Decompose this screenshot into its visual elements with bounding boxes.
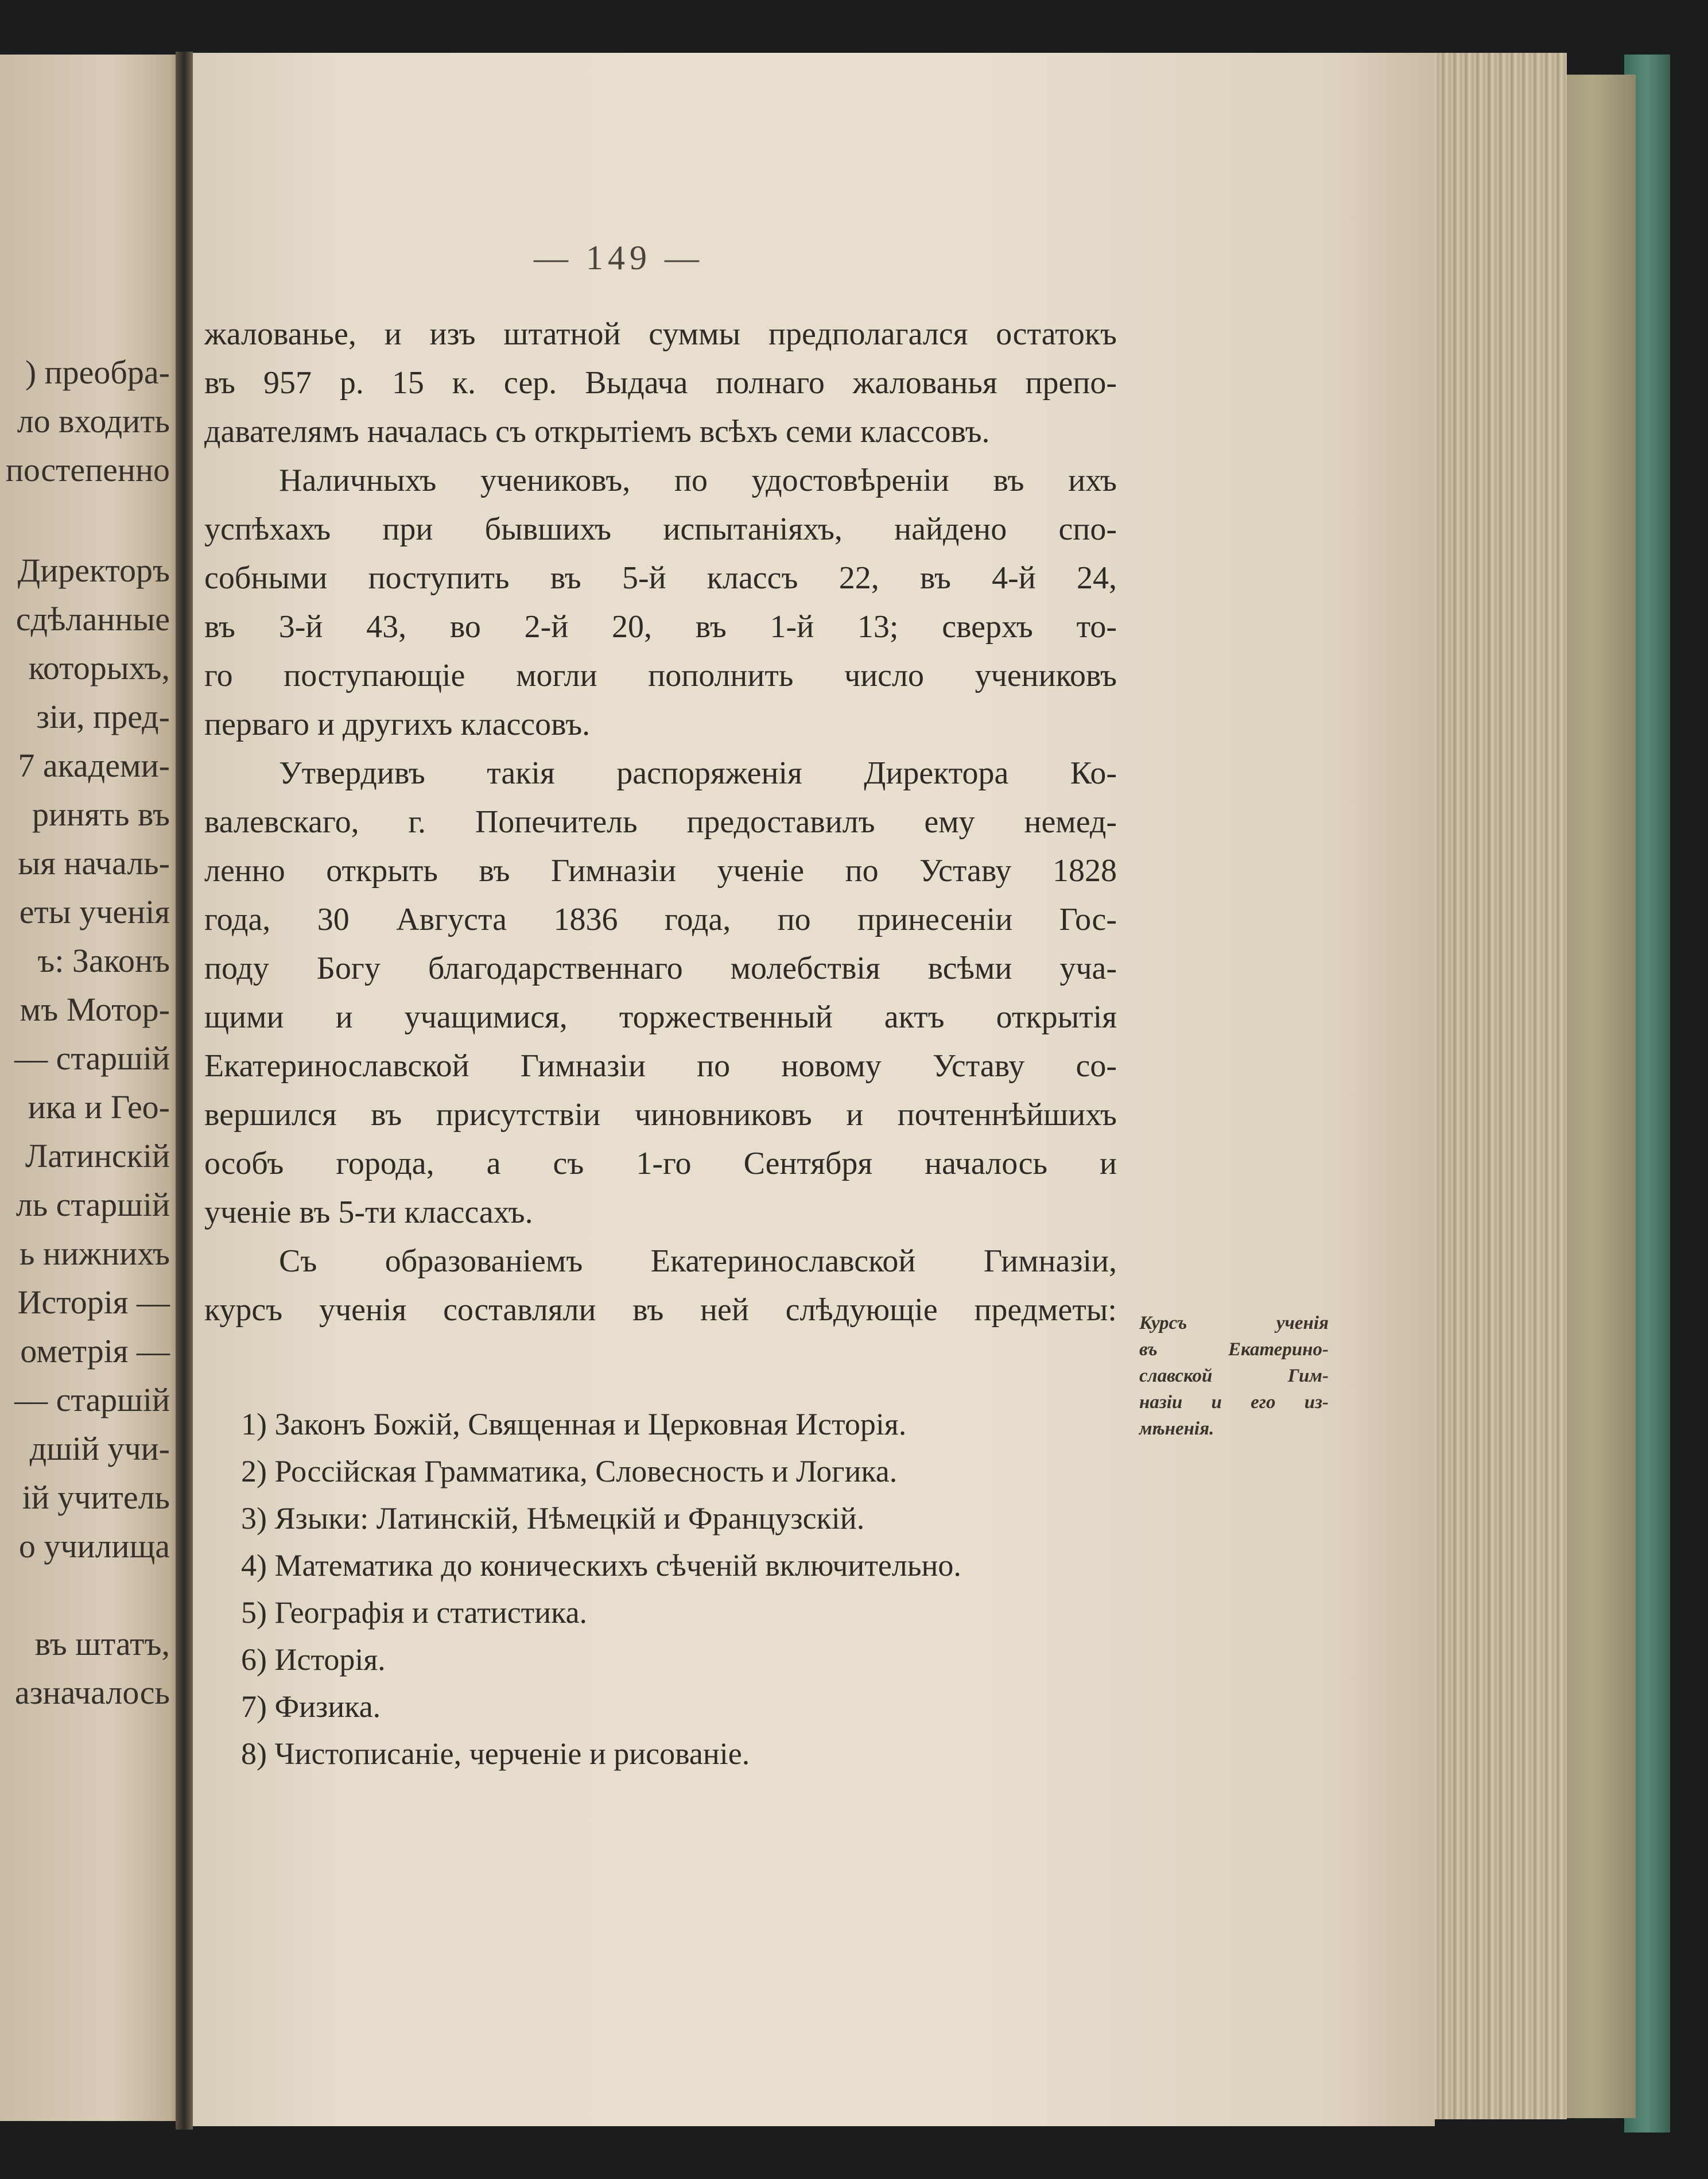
text-line: Екатеринославской Гимназіи по новому Уставу со- (204, 1048, 1117, 1084)
text-line: ученіе въ 5-ти классахъ. (204, 1195, 533, 1230)
left-line: сдѣланные (15, 600, 170, 638)
book-gutter (176, 52, 193, 2130)
left-line: Директоръ (17, 552, 170, 589)
text-line: вершился въ присутствіи чиновниковъ и почтеннѣйшихъ (204, 1097, 1117, 1133)
left-line: Исторія — (17, 1284, 170, 1321)
left-line: которыхъ, (28, 649, 170, 687)
text-line: щими и учащимися, торжественный актъ открытія (204, 999, 1117, 1035)
left-line: ика и Гео- (28, 1088, 170, 1126)
left-line: о училища (18, 1527, 170, 1565)
page-fore-edge (1423, 53, 1567, 2119)
text-line: го поступающіе могли пополнить число учениковъ (204, 658, 1117, 693)
left-line: 7 академи- (18, 747, 170, 784)
left-line: ) преобра- (25, 354, 170, 391)
list-item: 5) Географія и статистика. (241, 1595, 588, 1630)
left-line: — старшій (14, 1040, 170, 1077)
left-line: — старшій (14, 1381, 170, 1418)
left-line: ь нижнихъ (20, 1235, 170, 1272)
text-line: ленно открыть въ Гимназіи ученіе по Уставу 1828 (204, 853, 1117, 889)
text-line: жалованье, и изъ штатной суммы предполагался остатокъ (204, 316, 1117, 352)
list-item: 8) Чистописаніе, черченіе и рисованіе. (241, 1736, 750, 1771)
page-number: — 149 — (534, 239, 704, 277)
text-line: перваго и другихъ классовъ. (204, 707, 591, 742)
subjects-list (241, 1401, 961, 1777)
left-line: ій учитель (22, 1479, 170, 1516)
text-line: курсъ ученія составляли въ ней слѣдующіе предметы: (204, 1292, 1117, 1328)
list-item: 6) Исторія. (241, 1642, 386, 1677)
left-line: азначалось (14, 1674, 170, 1711)
list-item: 7) Физика. (241, 1689, 381, 1724)
text-line: въ 957 р. 15 к. сер. Выдача полнаго жалованья препо- (204, 365, 1117, 401)
left-line: въ штатъ, (34, 1625, 170, 1662)
left-line: мъ Мотор- (20, 991, 170, 1028)
text-line: Съ образованіемъ Екатеринославской Гимназіи, (279, 1243, 1117, 1279)
list-item: 1) Законъ Божій, Священная и Церковная Исторія. (241, 1407, 907, 1441)
left-line: постепенно (5, 451, 170, 488)
text-line: давателямъ началась съ открытіемъ всѣхъ семи классовъ. (204, 414, 990, 449)
margin-note-line: славской Гим- (1139, 1366, 1329, 1386)
list-item: 3) Языки: Латинскій, Нѣмецкій и Французскій. (241, 1501, 865, 1536)
text-line: въ 3-й 43, во 2-й 20, въ 1-й 13; сверхъ то- (204, 609, 1117, 645)
text-line: года, 30 Августа 1836 года, по принесеніи Гос- (204, 902, 1117, 937)
text-line: успѣхахъ при бывшихъ испытаніяхъ, найдено спо- (204, 511, 1117, 547)
text-line: поду Богу благодарственнаго молебствія всѣми уча- (204, 951, 1117, 986)
margin-note-line: назіи и его из- (1139, 1392, 1329, 1413)
text-line: валевскаго, г. Попечитель предоставилъ ему немед- (204, 804, 1117, 840)
margin-note-line: Курсъ ученія (1139, 1313, 1329, 1333)
list-item: 4) Математика до коническихъ сѣченій включительно. (241, 1548, 961, 1583)
left-line: зіи, пред- (36, 698, 170, 735)
body-text (204, 310, 1117, 1335)
left-line: ль старшій (15, 1186, 170, 1223)
text-line: особъ города, а съ 1-го Сентября началось и (204, 1146, 1117, 1181)
left-line: ло входить (17, 402, 170, 440)
left-line: дшій учи- (29, 1430, 170, 1467)
left-page-fragment (0, 55, 185, 2121)
left-line: ринять въ (32, 796, 170, 833)
list-item: 2) Россійская Грамматика, Словесность и Логика. (241, 1454, 898, 1488)
left-line: еты ученія (19, 893, 170, 930)
margin-note (1139, 1310, 1329, 1442)
text-line: Утвердивъ такія распоряженія Директора Ко- (279, 755, 1117, 791)
margin-note-line: мѣненія. (1139, 1418, 1214, 1439)
text-line: Наличныхъ учениковъ, по удостовѣреніи въ ихъ (279, 463, 1117, 498)
left-line: ъ: Законъ (37, 942, 170, 979)
left-line: Латинскій (25, 1137, 170, 1174)
left-line: ометрія — (20, 1332, 170, 1370)
left-line: ыя началь- (18, 844, 170, 882)
text-line: собными поступить въ 5-й классъ 22, въ 4-й 24, (204, 560, 1117, 596)
margin-note-line: въ Екатерино- (1139, 1339, 1329, 1360)
